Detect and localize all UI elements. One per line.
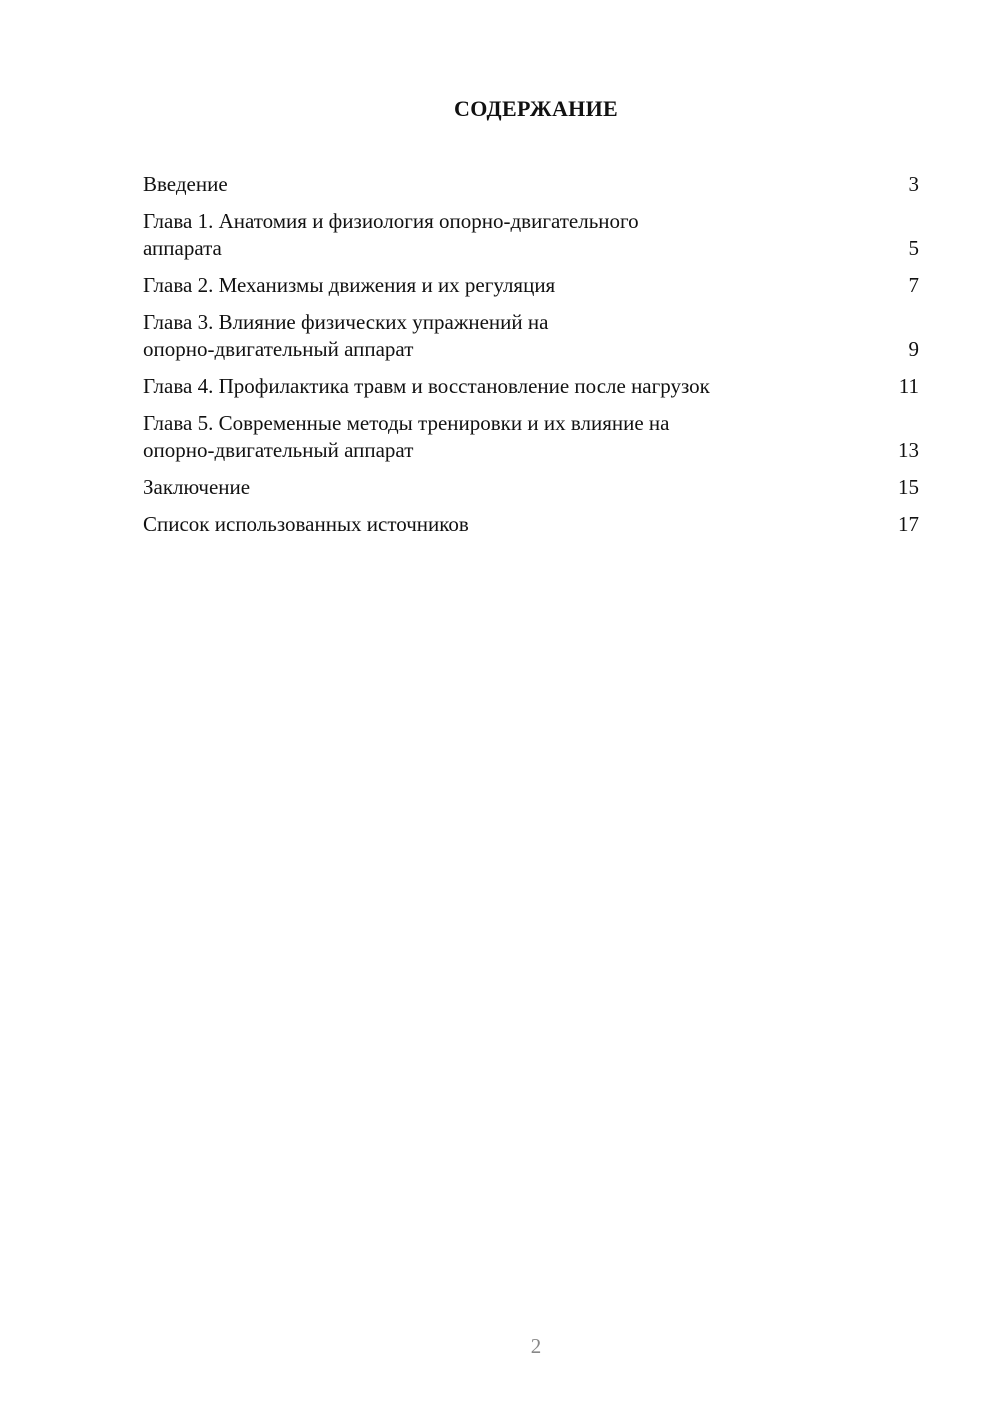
page-title: СОДЕРЖАНИЕ: [454, 96, 618, 121]
toc-entry-line: Введение: [143, 172, 228, 196]
toc-entry-line: Заключение: [143, 475, 251, 499]
toc-entry-text: [143, 511, 833, 538]
toc-entry-text: [143, 410, 833, 464]
toc-entry-page: 7: [908, 273, 919, 297]
toc-entry-line: Глава 1. Анатомия и физиология опорно-двигательного: [143, 209, 639, 233]
toc-entry-chapter-1[interactable]: [143, 208, 919, 262]
toc-entry-line: Глава 2. Механизмы движения и их регуляция: [143, 273, 556, 297]
toc-entry-text: [143, 272, 833, 299]
toc-entry-page: 5: [908, 236, 919, 260]
toc-entry-line: Глава 3. Влияние физических упражнений на: [143, 310, 549, 334]
toc-entry-chapter-4[interactable]: [143, 373, 919, 400]
toc-entry-chapter-3[interactable]: [143, 309, 919, 363]
toc-entry-page: 9: [908, 337, 919, 361]
toc-entry-chapter-2[interactable]: [143, 272, 919, 299]
toc-entry-text: [143, 474, 833, 501]
toc-entry-line: аппарата: [143, 236, 222, 260]
toc-entry-line: Глава 5. Современные методы тренировки и их влияние на: [143, 411, 670, 435]
toc-entry-page: 13: [898, 438, 919, 462]
toc-entry-line: Список использованных источников: [143, 512, 469, 536]
toc-entry-text: [143, 208, 833, 262]
toc-entry-line: опорно-двигательный аппарат: [143, 337, 414, 361]
toc-entry-chapter-5[interactable]: [143, 410, 919, 464]
toc-entry-references[interactable]: [143, 511, 919, 538]
toc-entry-line: Глава 4. Профилактика травм и восстановление после нагрузок: [143, 374, 710, 398]
page-number: 2: [530, 1334, 542, 1358]
toc-entry-text: [143, 171, 833, 198]
toc-entry-text: [143, 309, 833, 363]
toc-entry-page: 3: [908, 172, 919, 196]
toc-entry-page: 17: [898, 512, 919, 536]
toc-entry-conclusion[interactable]: [143, 474, 919, 501]
toc-entry-page: 11: [898, 374, 919, 398]
toc-entry-page: 15: [898, 475, 919, 499]
toc-entry-text: [143, 373, 833, 400]
table-of-contents: [143, 171, 919, 548]
toc-entry-line: опорно-двигательный аппарат: [143, 438, 414, 462]
toc-entry-introduction[interactable]: [143, 171, 919, 198]
